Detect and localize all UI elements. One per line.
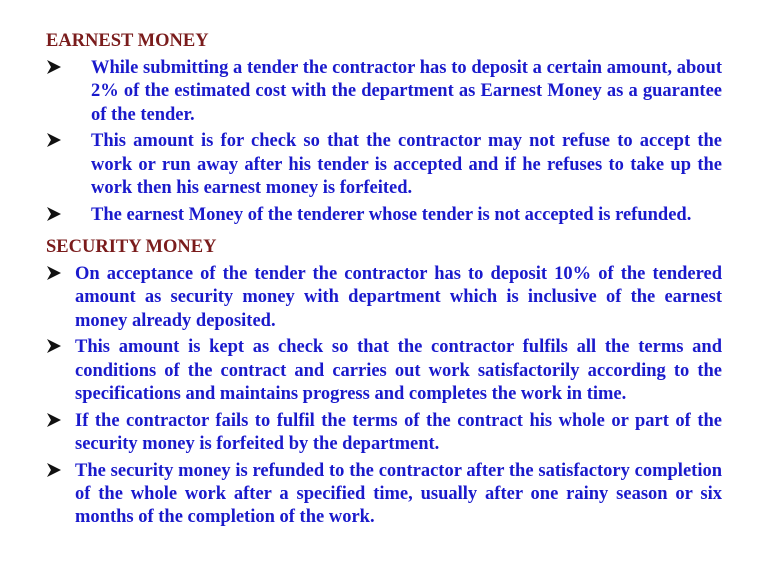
list-item bbox=[46, 130, 722, 200]
bullet-text: This amount is for check so that the contractor may not refuse to accept the work or run away after his tender is accepted and if he refuses to take up the work then his earnest money is forfeited. bbox=[91, 131, 722, 198]
arrowhead-bullet-icon bbox=[46, 338, 62, 354]
list-item bbox=[46, 263, 722, 333]
security-money-heading: SECURITY MONEY bbox=[46, 237, 217, 257]
arrowhead-bullet-icon bbox=[46, 265, 62, 281]
list-item bbox=[46, 460, 722, 530]
list-item bbox=[46, 57, 722, 127]
earnest-money-heading: EARNEST MONEY bbox=[46, 31, 209, 51]
list-item bbox=[46, 410, 722, 457]
bullet-text: While submitting a tender the contractor has to deposit a certain amount, about 2% of the estimated cost with the department as Earnest Money as a guarantee of the tender. bbox=[91, 58, 722, 125]
bullet-text: This amount is kept as check so that the contractor fulfils all the terms and conditions of the contract and carries out work satisfactorily according to the specifications and maintains progress and completes the work in time. bbox=[75, 337, 722, 404]
arrowhead-bullet-icon bbox=[46, 132, 62, 148]
bullet-text: On acceptance of the tender the contractor has to deposit 10% of the tendered amount as security money with department which is inclusive of the earnest money already deposited. bbox=[75, 264, 722, 331]
bullet-text: If the contractor fails to fulfil the terms of the contract his whole or part of the security money is forfeited by the department. bbox=[75, 410, 722, 455]
bullet-text: The earnest Money of the tenderer whose tender is not accepted is refunded. bbox=[91, 204, 692, 225]
earnest-money-list bbox=[46, 57, 722, 231]
list-item bbox=[46, 336, 722, 406]
bullet-text: The security money is refunded to the contractor after the satisfactory completion of the whole work after a specified time, usually after one rainy season or six months of the completion of the work. bbox=[75, 460, 722, 528]
list-item bbox=[46, 204, 722, 227]
arrowhead-bullet-icon bbox=[46, 412, 62, 428]
arrowhead-bullet-icon bbox=[46, 206, 62, 222]
arrowhead-bullet-icon bbox=[46, 462, 62, 478]
security-money-list bbox=[46, 263, 722, 533]
arrowhead-bullet-icon bbox=[46, 59, 62, 75]
